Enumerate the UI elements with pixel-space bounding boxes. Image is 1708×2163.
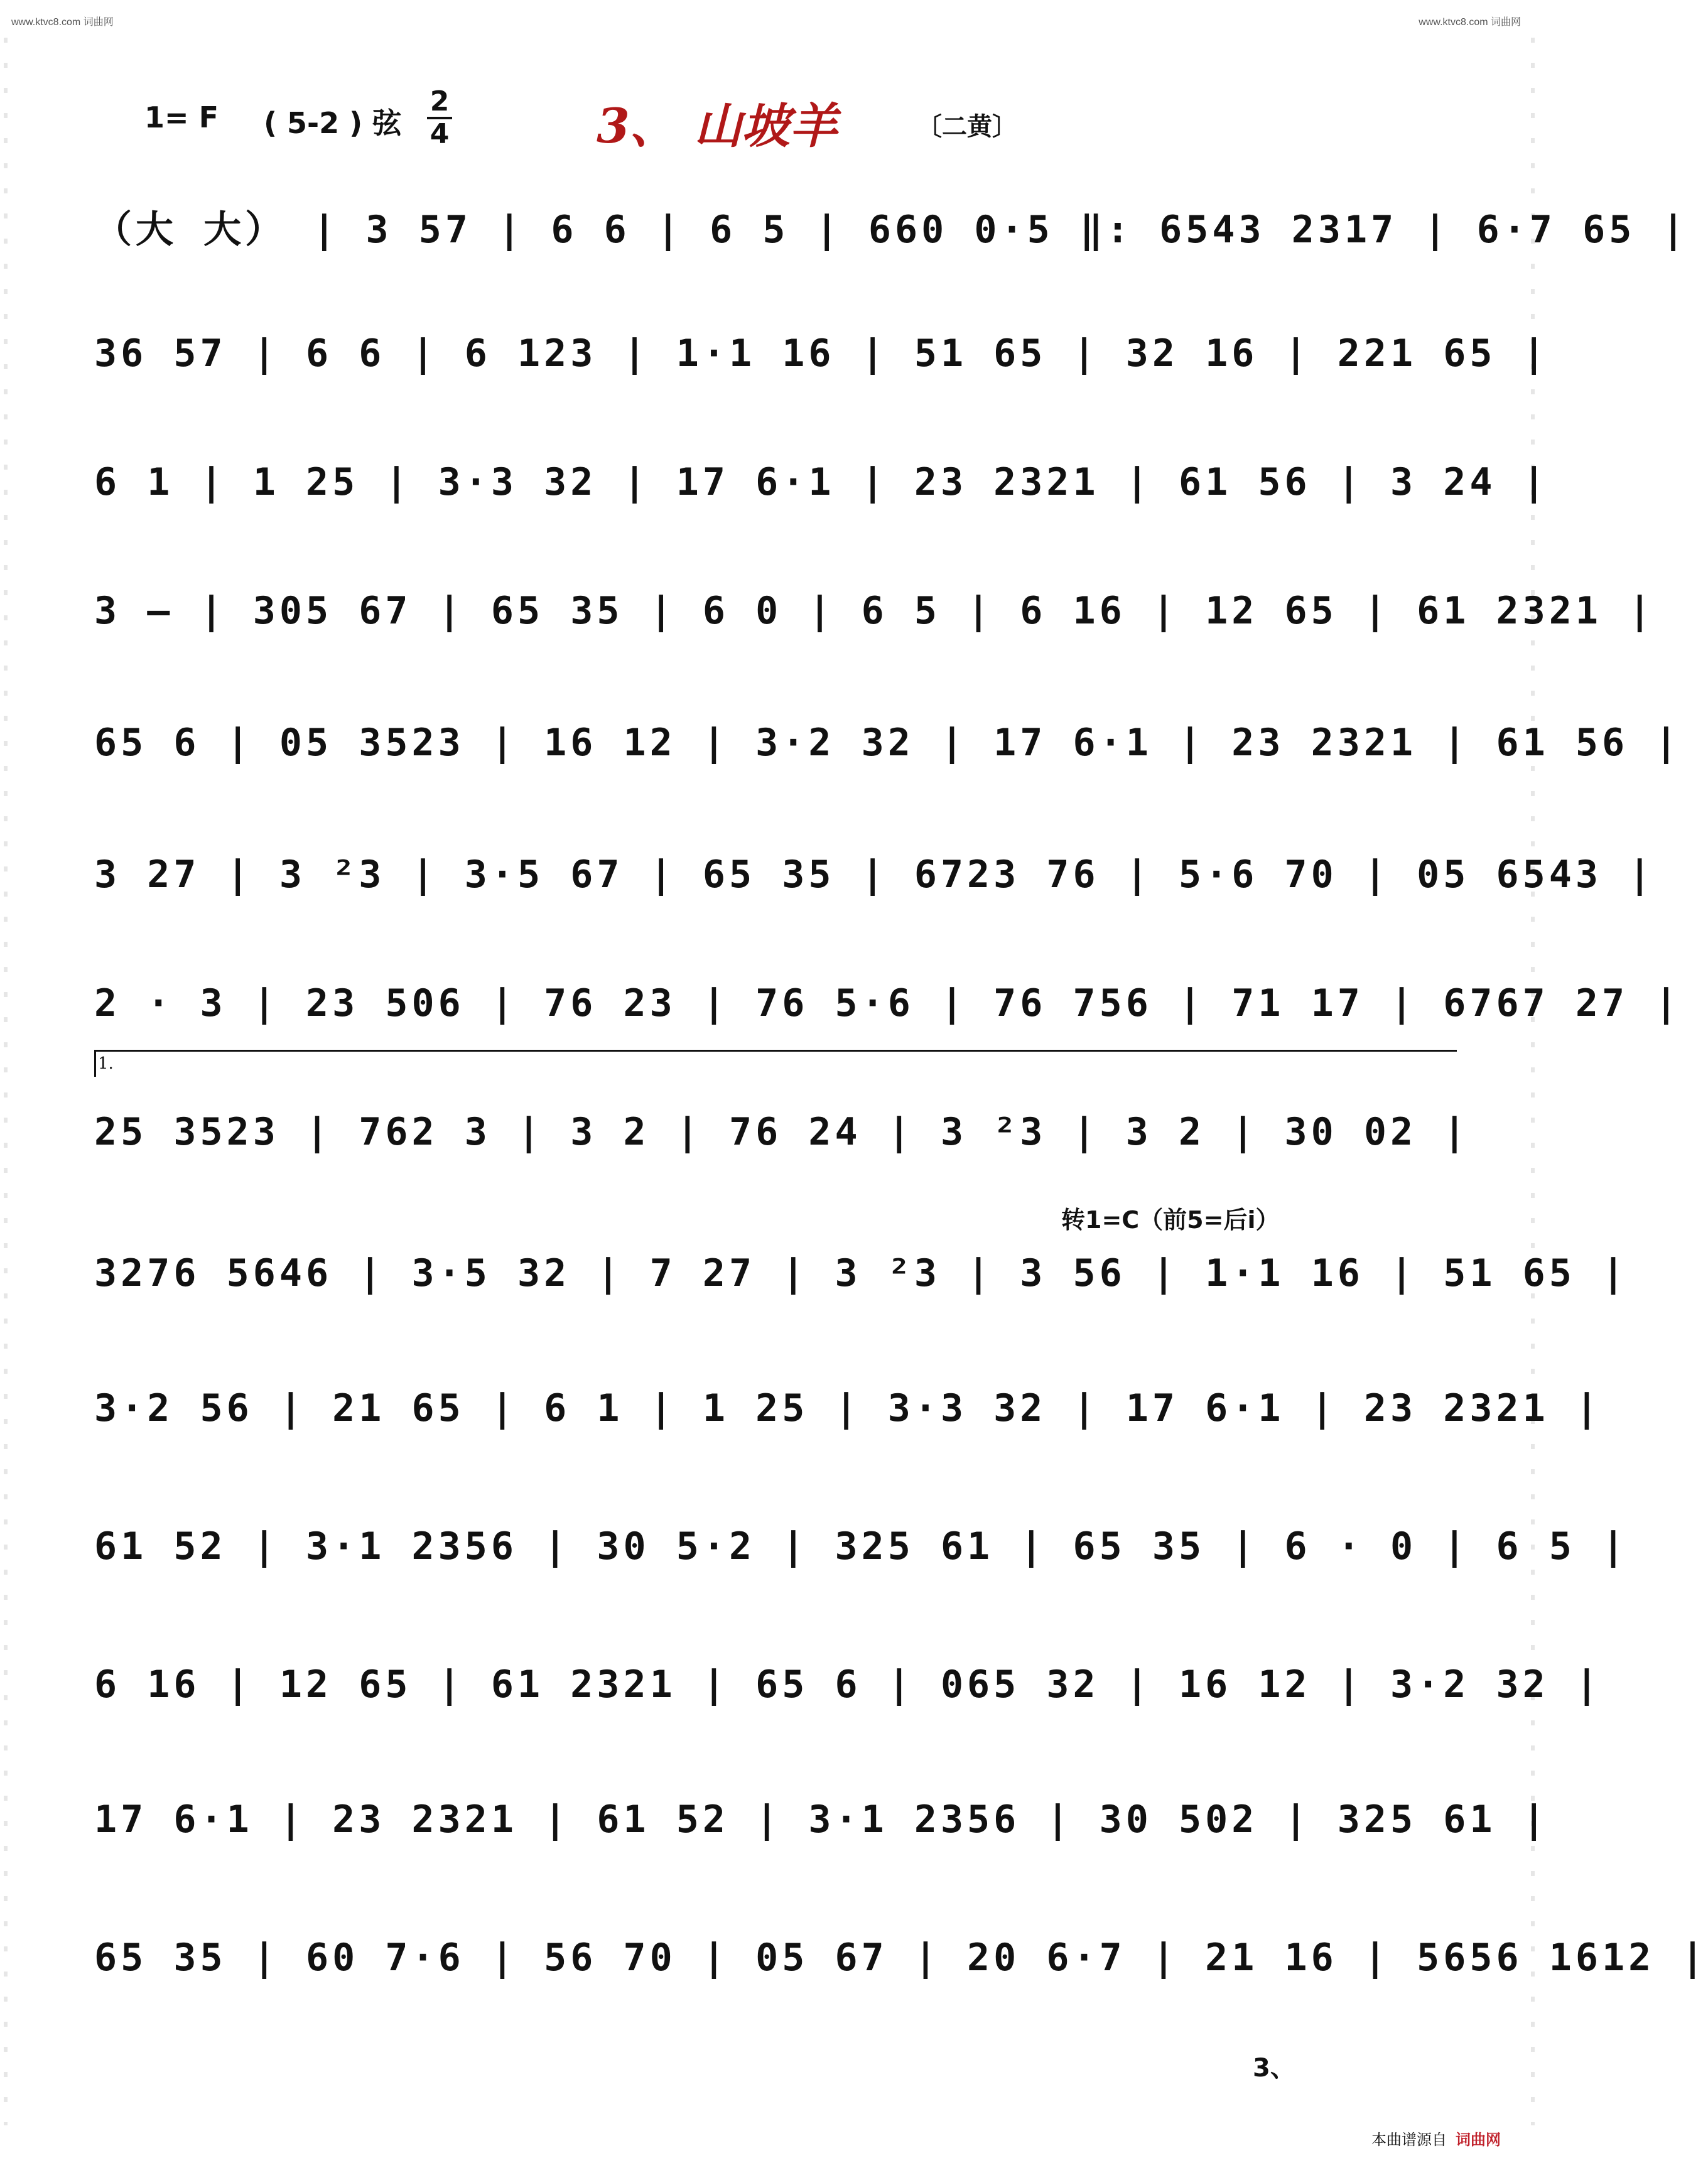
watermark-right: www.ktvc8.com 词曲网 [1419, 17, 1521, 28]
notation-text: （大 大） | 3 57 | 6 6 | 6 5 | 660 0·5 ‖: 6543 2317 | 6·7 65 | [94, 208, 1689, 252]
watermark-left: www.ktvc8.com 词曲网 [11, 17, 114, 28]
style-tag: 〔二黄〕 [917, 112, 1017, 141]
notation-text: 3·2 56 | 21 65 | 6 1 | 1 25 | 3·3 32 | 17 6·1 | 23 2321 | [94, 1386, 1603, 1430]
credit-text: 本曲谱源自 [1371, 2132, 1447, 2149]
tuning-mode: ( 5-2 ) 弦 [264, 106, 402, 140]
credit-brand[interactable]: 词曲网 [1456, 2132, 1501, 2149]
piece-title: 3、 山坡羊 [597, 98, 838, 154]
score-line [94, 1780, 1549, 1862]
score-line [94, 1918, 1708, 2000]
notation-text: 65 6 | 05 3523 | 16 12 | 3·2 32 | 17 6·1 | 23 2321 | 61 56 | [94, 721, 1682, 765]
score-line [94, 571, 1655, 653]
score-line [94, 835, 1655, 917]
source-credit [1371, 2127, 1501, 2149]
notation-text: 65 35 | 60 7·6 | 56 70 | 05 67 | 20 6·7 | 21 16 | 5656 1612 | [94, 1936, 1708, 1980]
notation-text: 25 3523 | 762 3 | 3 2 | 76 24 | 3 ²3 | 3 2 | 30 02 | [94, 1110, 1470, 1154]
first-ending-bracket [94, 1050, 1457, 1077]
time-top: 2 [430, 85, 450, 117]
score-line [94, 1645, 1603, 1727]
score-line [94, 1234, 1629, 1315]
score-header [0, 82, 1538, 163]
side-pattern-left [4, 38, 8, 2125]
ending-label: 1. [98, 1054, 114, 1073]
ending-bracket-edge [94, 1052, 96, 1077]
notation-text: 3276 5646 | 3·5 32 | 7 27 | 3 ²3 | 3 56 | 1·1 16 | 51 65 | [94, 1251, 1629, 1295]
modulation-marking: 转1=C（前5=后i） [1061, 1206, 1280, 1234]
notation-text: 6 1 | 1 25 | 3·3 32 | 17 6·1 | 23 2321 | 61 56 | 3 24 | [94, 460, 1549, 504]
time-bottom: 4 [430, 118, 450, 150]
key-signature: 1= F [144, 100, 219, 134]
notation-text: 2 · 3 | 23 506 | 76 23 | 76 5·6 | 76 756 | 71 17 | 6767 27 | [94, 981, 1682, 1025]
score-line [94, 1507, 1629, 1589]
score-line [94, 443, 1549, 524]
notation-text: 6 16 | 12 65 | 61 2321 | 65 6 | 065 32 | 16 12 | 3·2 32 | [94, 1663, 1603, 1707]
score-line [94, 314, 1549, 396]
score-line [94, 964, 1682, 1045]
notation-text: 17 6·1 | 23 2321 | 61 52 | 3·1 2356 | 30 502 | 325 61 | [94, 1798, 1549, 1842]
page-number: 3、 [1253, 2054, 1295, 2083]
score-line [94, 1092, 1470, 1174]
notation-text: 3 27 | 3 ²3 | 3·5 67 | 65 35 | 6723 76 | 5·6 70 | 05 6543 | [94, 853, 1655, 897]
notation-text: 3 – | 305 67 | 65 35 | 6 0 | 6 5 | 6 16 | 12 65 | 61 2321 | [94, 589, 1655, 633]
score-line [94, 1369, 1603, 1450]
score-line [94, 182, 1689, 264]
score-line [94, 703, 1682, 785]
notation-text: 61 52 | 3·1 2356 | 30 5·2 | 325 61 | 65 35 | 6 · 0 | 6 5 | [94, 1524, 1629, 1568]
time-signature [427, 85, 452, 150]
notation-text: 36 57 | 6 6 | 6 123 | 1·1 16 | 51 65 | 32 16 | 221 65 | [94, 332, 1549, 375]
